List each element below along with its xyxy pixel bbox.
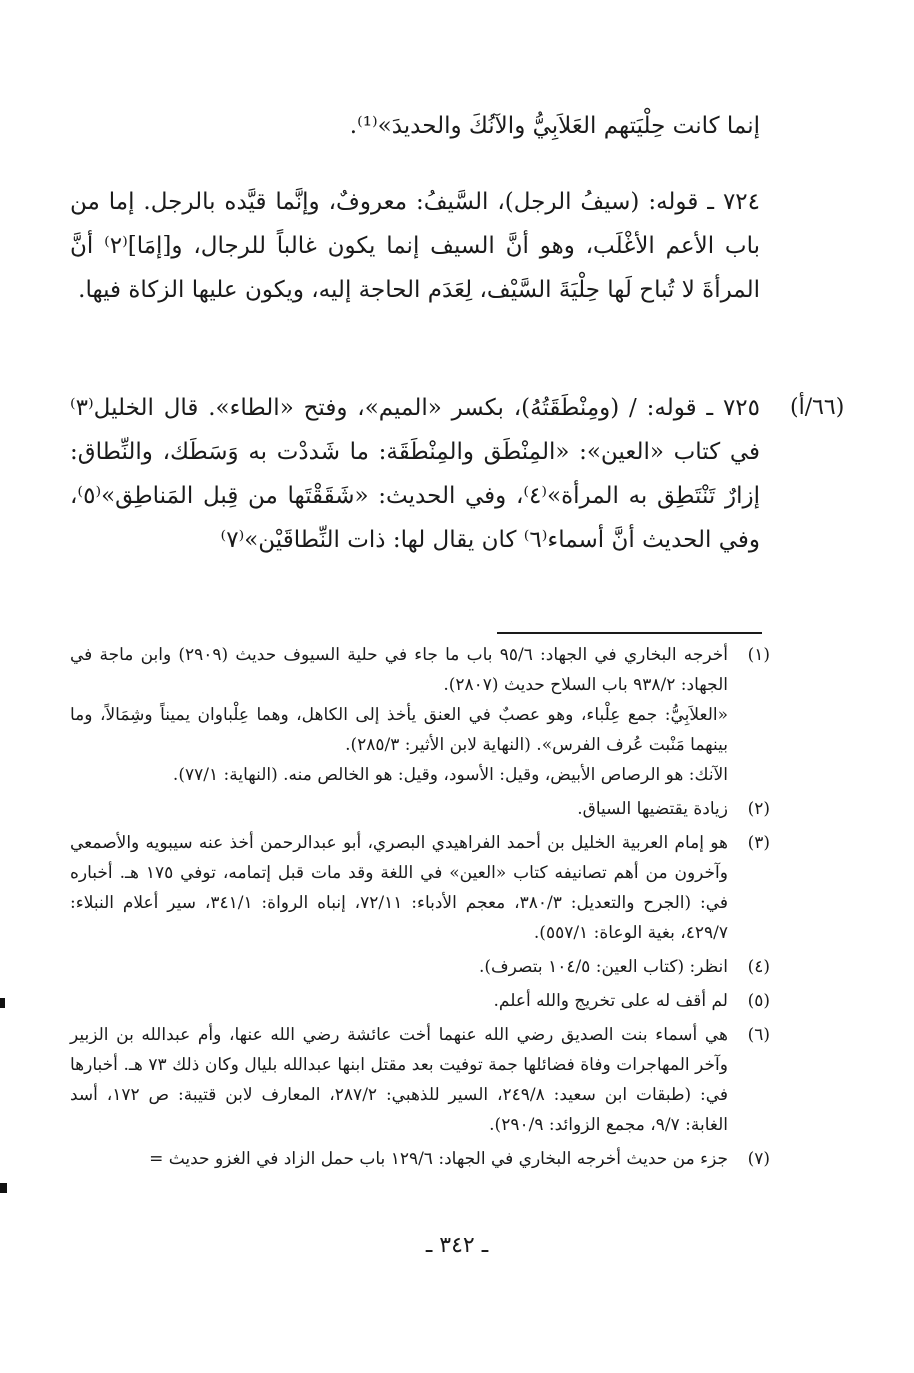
footnote-separator bbox=[497, 632, 762, 634]
footnote-body bbox=[70, 1144, 728, 1174]
footnote-body bbox=[70, 640, 728, 790]
footnote-number: (٦) bbox=[747, 1025, 770, 1045]
footnote-number: (١) bbox=[747, 645, 770, 665]
footnote-number: (٣) bbox=[747, 833, 770, 853]
footnote-3 bbox=[70, 828, 770, 948]
scan-edge-mark bbox=[0, 998, 5, 1008]
footnote-1 bbox=[70, 640, 770, 790]
footnote-number: (٥) bbox=[747, 991, 770, 1011]
footnote-body bbox=[70, 952, 728, 982]
footnote-line: «العلاَبِيُّ: جمع عِلْباء، وهو عصبٌ في العنق يأخذ إلى الكاهل، وهما عِلْباوان يميناً وشِمَالاً، وما بينهما مَنْبت عُرف الفرس». (النهاية لابن الأثير: ٢٨٥/٣). bbox=[70, 705, 728, 755]
footnote-line: هو إمام العربية الخليل بن أحمد الفراهيدي البصري، أبو عبدالرحمن أخذ عنه سيبويه والأصمعي وآخرون من أهم تصانيفه كتاب «العين» في اللغة وقد مات قبل إتمامه، توفي ١٧٥ هـ. أخباره في: (الجرح والتعديل: ٣٨٠/٣، معجم الأدباء: ٧٢/١١، إنباه الرواة: ٣٤١/١، سير أعلام النبلاء: ٤٢٩/٧، بغية الوعاة: ٥٥٧/١). bbox=[70, 833, 728, 943]
paragraph-text: ٧٢٤ ـ قوله: (سيفُ الرجل)، السَّيفُ: معروفٌ، وإنَّما قيَّده بالرجل. إما من باب الأعم الأغْلَب، وهو أنَّ السيف إنما يكون غالباً للرجال، و[إمَا]⁽٢⁾ أنَّ المرأةَ لا تُباح لَها حِلْيَةَ السَّيْف، لِعَدَم الحاجة إليه، ويكون عليها الزكاة فيها. bbox=[70, 189, 760, 303]
footnote-body bbox=[70, 986, 728, 1016]
footnote-5 bbox=[70, 986, 770, 1016]
footnote-line: أخرجه البخاري في الجهاد: ٩٥/٦ باب ما جاء في حلية السيوف حديث (٢٩٠٩) وابن ماجة في الجهاد: ٩٣٨/٢ باب السلاح حديث (٢٨٠٧). bbox=[70, 645, 728, 695]
footnote-number: (٢) bbox=[747, 799, 770, 819]
footnote-7 bbox=[70, 1144, 770, 1174]
footnote-number: (٤) bbox=[747, 957, 770, 977]
footnote-line: هي أسماء بنت الصديق رضي الله عنهما أخت عائشة رضي الله عنها، وأم عبدالله بن الزبير وآخر المهاجرات وفاة فضائلها جمة توفيت بعد مقتل ابنها عبدالله بليال وكان ذلك ٧٣ هـ. أخبارها في: (طبقات ابن سعيد: ٢٤٩/٨، السير للذهبي: ٢٨٧/٢، المعارف لابن قتيبة: ص ١٧٢، أسد الغابة: ٩/٧، مجمع الزوائد: ٢٩٠/٩). bbox=[70, 1025, 729, 1135]
footnote-number: (٧) bbox=[747, 1149, 770, 1169]
footnote-4 bbox=[70, 952, 770, 982]
footnote-body bbox=[70, 1020, 728, 1140]
body-paragraph-2 bbox=[70, 180, 760, 312]
footnote-6 bbox=[70, 1020, 770, 1140]
scan-edge-mark bbox=[0, 1183, 7, 1193]
footnote-line: لم أقف له على تخريج والله أعلم. bbox=[493, 991, 728, 1011]
footnote-line: جزء من حديث أخرجه البخاري في الجهاد: ١٢٩/٦ باب حمل الزاد في الغزو حديث = bbox=[149, 1149, 728, 1169]
footnote-line: انظر: (كتاب العين: ١٠٤/٥ بتصرف). bbox=[479, 957, 728, 977]
footnote-2 bbox=[70, 794, 770, 824]
manuscript-folio-note: (٦٦/أ) bbox=[790, 395, 845, 420]
footnote-body bbox=[70, 828, 728, 948]
footnote-body bbox=[70, 794, 728, 824]
body-paragraph-1 bbox=[70, 104, 760, 148]
footnote-line: زيادة يقتضيها السياق. bbox=[577, 799, 728, 819]
footnotes bbox=[70, 640, 770, 1178]
footnote-line: الآنك: هو الرصاص الأبيض، وقيل: الأسود، وقيل: هو الخالص منه. (النهاية: ٧٧/١). bbox=[172, 765, 728, 785]
page-number: ـ ٣٤٢ ـ bbox=[425, 1233, 489, 1258]
body-paragraph-3 bbox=[70, 386, 760, 562]
paragraph-text: إنما كانت حِلْيَتهم العَلاَبِيُّ والآنُكَ والحديدَ»⁽¹⁾. bbox=[349, 113, 760, 139]
paragraph-text: ٧٢٥ ـ قوله: / (ومِنْطَقَتُهُ)، بكسر «الميم»، وفتح «الطاء». قال الخليل⁽٣⁾ في كتاب «العين»: «المِنْطَق والمِنْطَقَة: ما شَددْت به وَسَطَك، والنِّطاق: إزارٌ تَنْتَطِق به المرأة»⁽٤⁾، وفي الحديث: «شَقَقْتَها من قِبل المَناطِق»⁽٥⁾، وفي الحديث أنَّ أسماء⁽٦⁾ كان يقال لها: ذات النِّطاقَيْن»⁽٧⁾ bbox=[70, 395, 760, 553]
